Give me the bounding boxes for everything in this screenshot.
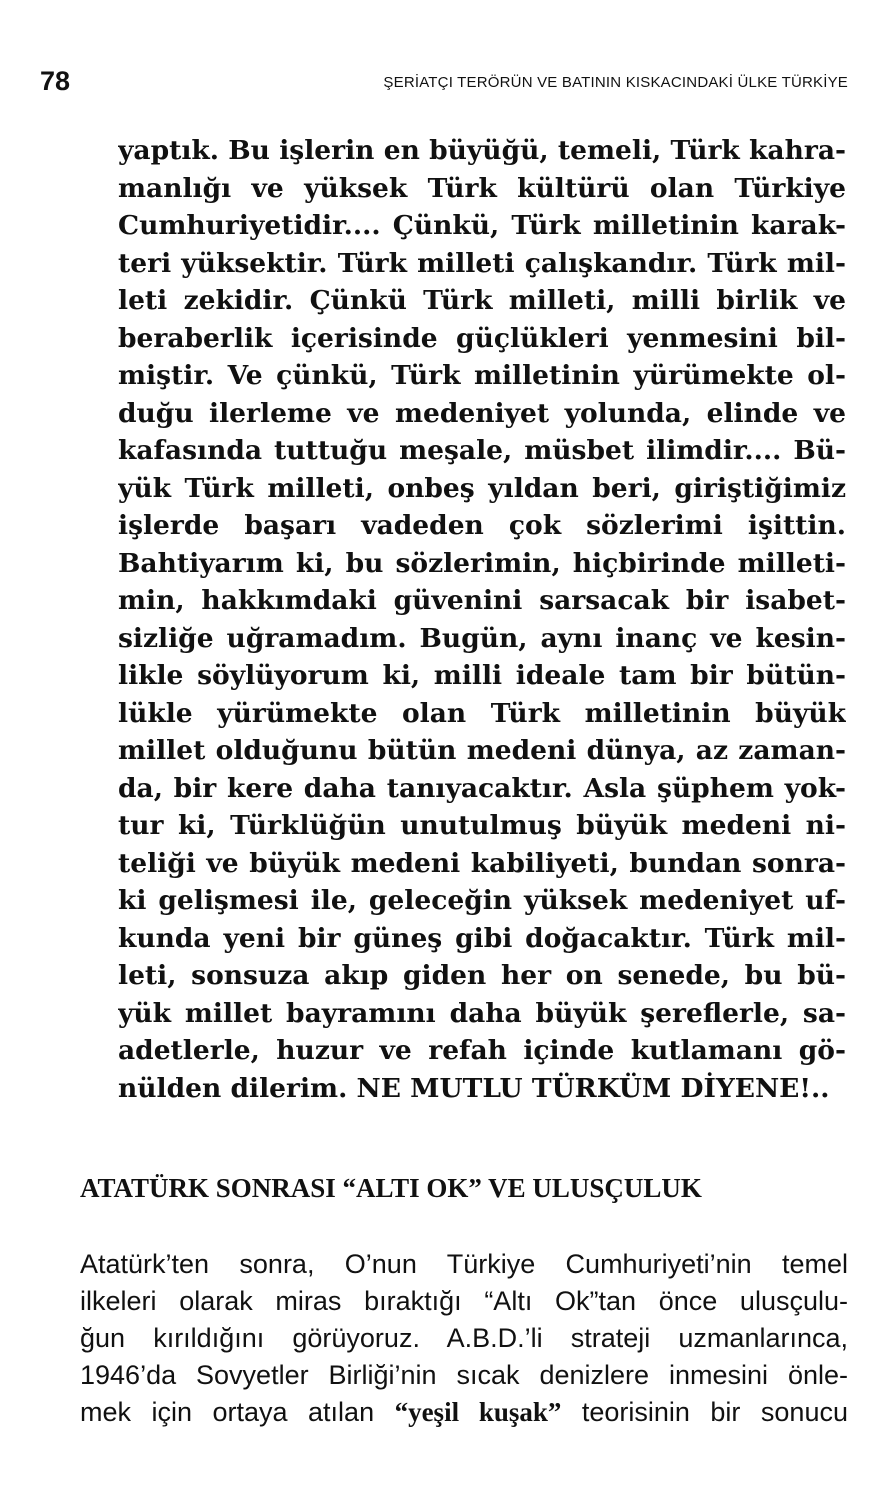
quote-line: likle söylüyorum ki, milli ideale tam bir bütün- [118, 660, 846, 691]
quote-line: miştir. Ve çünkü, Türk milletinin yürümekte ol- [118, 360, 846, 391]
quote-line: sizliğe uğramadım. Bugün, aynı inanç ve kesin- [118, 622, 846, 654]
emphasized-term: “yeşil kuşak” [394, 1397, 562, 1427]
quote-line: Cumhuriyetidir.... Çünkü, Türk milletinin karak- [118, 210, 846, 241]
body-line: ğun kırıldığını görüyoruz. A.B.D.’li strateji uzmanlarınca, [80, 1323, 848, 1353]
quote-line: min, hakkımdaki güvenini sarsacak bir isabet- [118, 585, 846, 616]
body-line: Atatürk’ten sonra, O’nun Türkiye Cumhuriyeti’nin temel [80, 1249, 848, 1279]
body-text: mek için ortaya atılan [80, 1397, 395, 1427]
quote-line: kafasında tuttuğu meşale, müsbet ilimdir.... Bü- [118, 435, 846, 466]
running-head [40, 66, 848, 96]
quote-line: kunda yeni bir güneş gibi doğacaktır. Türk mil- [118, 922, 846, 954]
quote-line: yük Türk milleti, onbeş yıldan beri, giriştiğimiz [118, 472, 846, 504]
body-paragraph [80, 1246, 848, 1431]
body-line [80, 1394, 848, 1431]
body-line: 1946’da Sovyetler Birliği’nin sıcak denizlere inmesini önle- [80, 1360, 848, 1390]
page-number: 78 [40, 66, 71, 96]
section-heading: ATATÜRK SONRASI “ALTI OK” VE ULUSÇULUK [80, 1173, 702, 1203]
quote-line: tur ki, Türklüğün unutulmuş büyük medeni ni- [118, 810, 846, 841]
body-line: ilkeleri olarak miras bıraktığı “Altı Ok”tan önce ulusçulu- [80, 1286, 848, 1316]
quote-line: nülden dilerim. NE MUTLU TÜRKÜM DİYENE!.. [118, 1072, 830, 1104]
quote-line: manlığı ve yüksek Türk kültürü olan Türkiye [118, 172, 846, 204]
quote-line: ki gelişmesi ile, geleceğin yüksek medeniyet uf- [118, 885, 846, 916]
quote-line: adetlerle, huzur ve refah içinde kutlamanı gö- [118, 1035, 846, 1066]
quote-line: beraberlik içerisinde güçlükleri yenmesini bil- [118, 322, 846, 354]
quote-line: yaptık. Bu işlerin en büyüğü, temeli, Türk kahra- [118, 135, 846, 166]
quote-line: teliği ve büyük medeni kabiliyeti, bundan sonra- [118, 847, 846, 879]
quote-line: teri yüksektir. Türk milleti çalışkandır. Türk mil- [118, 247, 846, 279]
quote-line: leti zekidir. Çünkü Türk milleti, milli birlik ve [118, 285, 846, 316]
quote-line: Bahtiyarım ki, bu sözlerimin, hiçbirinde milleti- [118, 547, 846, 579]
quote-line: lükle yürümekte olan Türk milletinin büyük [118, 697, 846, 729]
quote-block [118, 132, 846, 1107]
quote-line: millet olduğunu bütün medeni dünya, az zaman- [118, 735, 846, 766]
running-title: ŞERİATÇI TERÖRÜN VE BATININ KISKACINDAKİ ÜLKE TÜRKİYE [383, 74, 848, 91]
quote-line: yük millet bayramını daha büyük şereflerle, sa- [118, 997, 846, 1029]
quote-line: leti, sonsuza akıp giden her on senede, bu bü- [118, 960, 846, 991]
quote-line: işlerde başarı vadeden çok sözlerimi işittin. [118, 510, 846, 541]
quote-line: duğu ilerleme ve medeniyet yolunda, elinde ve [118, 397, 846, 429]
body-text: teorisinin bir sonucu [561, 1397, 848, 1427]
quote-line: da, bir kere daha tanıyacaktır. Asla şüphem yok- [118, 772, 846, 804]
